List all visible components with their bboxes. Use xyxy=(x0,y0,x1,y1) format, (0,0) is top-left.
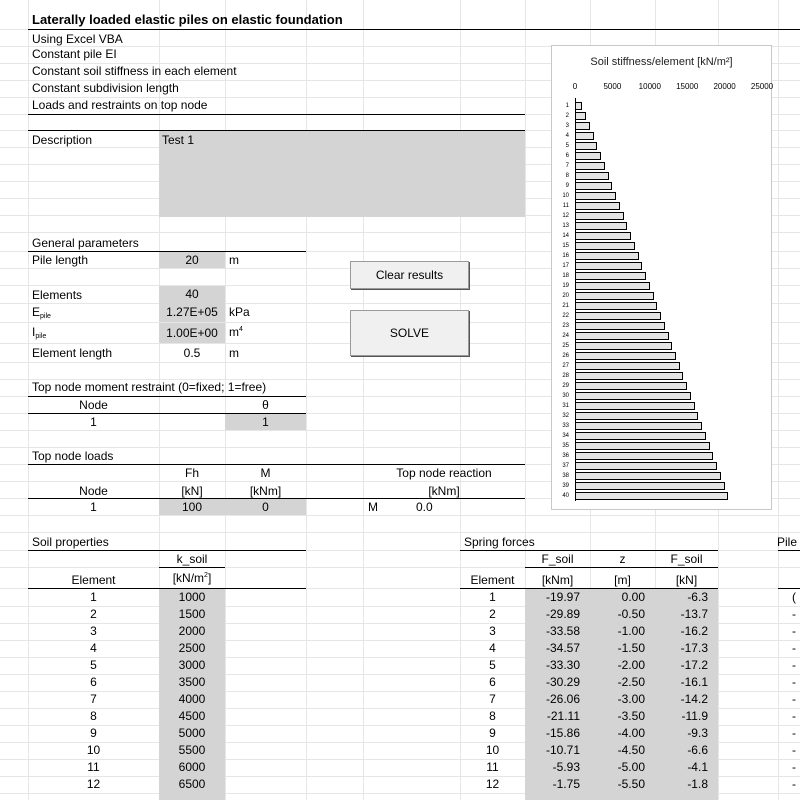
spring-row-fsoil-knm: -15.86 xyxy=(545,726,580,740)
spring-row-element: 9 xyxy=(489,726,496,740)
note-4: Constant subdivision length xyxy=(32,81,179,95)
chart-y-label: 24 xyxy=(562,333,569,339)
soil-row-element: 2 xyxy=(90,607,97,621)
soil-row-k[interactable]: 2500 xyxy=(178,641,206,655)
ipile-input[interactable]: 1.00E+00 xyxy=(159,323,225,343)
chart-y-label: 16 xyxy=(562,253,569,259)
chart-bar xyxy=(575,342,672,350)
chart-bar xyxy=(575,302,657,310)
spring-row-fsoil-kn: -16.2 xyxy=(680,624,708,638)
chart-y-label: 23 xyxy=(562,323,569,329)
chart-y-label: 7 xyxy=(565,163,569,169)
spring-col3-header: F_soil xyxy=(670,552,703,566)
spring-row-fsoil-kn: -13.7 xyxy=(680,607,708,621)
soil-row-k[interactable]: 2000 xyxy=(178,624,206,638)
chart-y-label: 29 xyxy=(562,383,569,389)
chart-title: Soil stiffness/element [kN/m²] xyxy=(590,56,733,68)
soil-row-element: 7 xyxy=(90,692,97,706)
description-label: Description xyxy=(32,133,93,147)
chart-bar xyxy=(575,482,725,490)
chart-y-label: 40 xyxy=(562,493,569,499)
chart-y-label: 3 xyxy=(565,123,569,129)
chart-bar xyxy=(575,132,594,140)
ipile-unit: $m^4$ xyxy=(229,325,243,339)
restraint-node-header: Node xyxy=(79,398,108,412)
chart-x-tick: 20000 xyxy=(713,82,736,91)
chart-y-label: 11 xyxy=(562,203,569,209)
chart-bar xyxy=(575,432,706,440)
spring-row-element: 4 xyxy=(489,641,496,655)
spring-row-z: -5.50 xyxy=(617,777,645,791)
pile-cell-cut: - xyxy=(792,709,796,723)
soil-row-element: 9 xyxy=(90,726,97,740)
description-value: Test 1 xyxy=(162,133,195,147)
chart-bar xyxy=(575,152,601,160)
general-heading: General parameters xyxy=(32,236,139,250)
spring-col3-unit: [kN] xyxy=(675,573,698,587)
soil-row-element: 4 xyxy=(90,641,97,655)
chart-bar xyxy=(575,242,635,250)
loads-node: 1 xyxy=(90,500,97,514)
chart-y-label: 25 xyxy=(562,343,569,349)
spring-col2-unit: [m] xyxy=(614,573,631,587)
chart-bar xyxy=(575,222,627,230)
soil-heading: Soil properties xyxy=(32,535,109,549)
chart-bar xyxy=(575,462,717,470)
chart-y-label: 18 xyxy=(562,273,569,279)
note-3: Constant soil stiffness in each element xyxy=(32,64,237,78)
pile-cell-cut: - xyxy=(792,692,796,706)
soil-row-k[interactable]: 4000 xyxy=(178,692,206,706)
spring-row-z: -3.50 xyxy=(617,709,645,723)
soil-row-k[interactable]: 3000 xyxy=(178,658,206,672)
solve-button[interactable]: SOLVE xyxy=(350,310,469,356)
chart-bar xyxy=(575,162,605,170)
spring-row-fsoil-knm: -33.30 xyxy=(545,658,580,672)
elements-input[interactable]: 40 xyxy=(159,286,225,303)
spring-row-element: 7 xyxy=(489,692,496,706)
elements-label: Elements xyxy=(32,288,83,302)
soil-row-k[interactable]: 3500 xyxy=(178,675,206,689)
spring-row-element: 10 xyxy=(485,743,500,757)
chart-bar xyxy=(575,472,721,480)
chart-bar xyxy=(575,212,624,220)
soil-row-k[interactable]: 5500 xyxy=(178,743,206,757)
chart-x-tick: 25000 xyxy=(750,82,774,91)
epile-unit: kPa xyxy=(229,305,250,319)
chart-bar xyxy=(575,492,728,500)
chart-bar xyxy=(575,392,691,400)
spring-row-fsoil-knm: -26.06 xyxy=(545,692,580,706)
soil-stiffness-chart[interactable] xyxy=(551,45,772,510)
spring-row-fsoil-kn: -16.1 xyxy=(680,675,708,689)
chart-y-label: 20 xyxy=(562,293,569,299)
spring-row-fsoil-kn: -1.8 xyxy=(687,777,708,791)
reaction-heading: Top node reaction xyxy=(396,466,492,480)
chart-bar xyxy=(575,352,676,360)
note-1: Using Excel VBA xyxy=(32,32,123,46)
chart-y-label: 32 xyxy=(562,413,569,419)
pile-length-input[interactable]: 20 xyxy=(159,252,225,268)
clear-results-button[interactable]: Clear results xyxy=(350,261,469,289)
spring-row-fsoil-kn: -9.3 xyxy=(687,726,708,740)
spring-row-fsoil-knm: -21.11 xyxy=(546,709,580,723)
spring-row-z: -1.00 xyxy=(617,624,645,638)
pile-cell-cut: - xyxy=(792,607,796,621)
chart-bar xyxy=(575,232,631,240)
chart-y-label: 19 xyxy=(562,283,569,289)
fh-input[interactable]: 100 xyxy=(159,499,225,515)
spring-row-fsoil-knm: -29.89 xyxy=(545,607,580,621)
chart-bar xyxy=(575,402,695,410)
chart-bar xyxy=(575,282,650,290)
epile-label: $E_{pile}$ xyxy=(32,305,51,320)
pile-cell-cut: - xyxy=(792,743,796,757)
restraint-node: 1 xyxy=(90,415,97,429)
chart-x-tick: 5000 xyxy=(603,82,622,91)
spring-row-z: -5.00 xyxy=(617,760,645,774)
chart-x-tick: 10000 xyxy=(638,82,661,91)
chart-bar xyxy=(575,192,616,200)
spring-row-element: 6 xyxy=(489,675,496,689)
fh-header: Fh xyxy=(184,466,199,480)
chart-y-label: 38 xyxy=(562,473,569,479)
chart-y-label: 26 xyxy=(562,353,569,359)
ipile-label: $I_{pile}$ xyxy=(32,325,47,340)
chart-bar xyxy=(575,372,683,380)
spring-row-element: 8 xyxy=(489,709,496,723)
spring-row-z: -2.50 xyxy=(617,675,645,689)
element-length-unit: m xyxy=(229,346,239,360)
chart-y-label: 21 xyxy=(562,303,569,309)
spring-row-fsoil-knm: -5.93 xyxy=(552,760,580,774)
chart-y-label: 4 xyxy=(565,133,569,139)
spring-row-element: 3 xyxy=(489,624,496,638)
pile-cell-cut: - xyxy=(792,624,796,638)
chart-y-label: 17 xyxy=(562,263,569,269)
pile-cell-cut: ( xyxy=(792,590,796,604)
chart-bar xyxy=(575,322,665,330)
chart-bar xyxy=(575,362,680,370)
spring-row-fsoil-knm: -30.29 xyxy=(545,675,580,689)
spring-row-fsoil-knm: -33.58 xyxy=(545,624,580,638)
chart-y-label: 39 xyxy=(562,483,569,489)
spring-row-element: 11 xyxy=(486,760,499,774)
pile-heading-cut: Pile xyxy=(777,535,798,549)
spring-row-fsoil-knm: -34.57 xyxy=(545,641,580,655)
chart-y-label: 10 xyxy=(562,193,569,199)
spring-row-fsoil-kn: -17.3 xyxy=(680,641,708,655)
spring-element-header: Element xyxy=(470,573,515,587)
spring-row-fsoil-kn: -17.2 xyxy=(680,658,708,672)
pile-cell-cut: - xyxy=(792,675,796,689)
chart-y-label: 2 xyxy=(565,113,569,119)
spring-row-fsoil-kn: -11.9 xyxy=(681,709,708,723)
chart-bar xyxy=(575,452,713,460)
pile-cell-cut: - xyxy=(792,641,796,655)
soil-row-element: 6 xyxy=(90,675,97,689)
epile-input[interactable]: 1.27E+05 xyxy=(159,303,225,322)
chart-y-label: 34 xyxy=(562,433,569,439)
chart-bar xyxy=(575,442,710,450)
soil-row-element: 3 xyxy=(90,624,97,638)
restraint-theta-input[interactable]: 1 xyxy=(225,414,306,430)
chart-bar xyxy=(575,312,661,320)
chart-y-label: 31 xyxy=(562,403,569,409)
chart-bar xyxy=(575,272,646,280)
soil-element-header: Element xyxy=(71,573,116,587)
chart-y-label: 36 xyxy=(562,453,569,459)
spring-row-element: 12 xyxy=(485,777,500,791)
pile-cell-cut: - xyxy=(792,760,796,774)
soil-row-k[interactable]: 5000 xyxy=(178,726,206,740)
spring-row-fsoil-kn: -14.2 xyxy=(680,692,708,706)
chart-y-label: 37 xyxy=(562,463,569,469)
chart-bar xyxy=(575,122,590,130)
loads-heading: Top node loads xyxy=(32,449,114,463)
soil-row-element: 8 xyxy=(90,709,97,723)
chart-y-label: 30 xyxy=(562,393,569,399)
chart-y-label: 1 xyxy=(565,103,569,109)
chart-bar xyxy=(575,112,586,120)
spring-row-fsoil-knm: -19.97 xyxy=(545,590,580,604)
soil-row-k[interactable]: 6500 xyxy=(178,777,206,791)
pile-length-unit: m xyxy=(229,253,239,267)
chart-y-label: 13 xyxy=(562,223,569,229)
spring-row-z: 0.00 xyxy=(621,590,645,604)
element-length-value: 0.5 xyxy=(183,346,201,360)
chart-y-label: 33 xyxy=(562,423,569,429)
chart-x-tick: 0 xyxy=(572,82,578,91)
spring-row-z: -4.50 xyxy=(617,743,645,757)
chart-bar xyxy=(575,102,582,110)
chart-bar xyxy=(575,202,620,210)
k-soil-header: k_soil xyxy=(176,552,208,566)
chart-bar xyxy=(575,332,669,340)
chart-y-label: 22 xyxy=(562,313,569,319)
spring-row-fsoil-kn: -6.6 xyxy=(687,743,708,757)
spring-row-z: -2.00 xyxy=(617,658,645,672)
restraint-heading: Top node moment restraint (0=fixed; 1=free) xyxy=(32,380,267,394)
spring-row-z: -1.50 xyxy=(617,641,645,655)
soil-row-element: 5 xyxy=(90,658,97,672)
pile-cell-cut: - xyxy=(792,777,796,791)
chart-y-label: 28 xyxy=(562,373,569,379)
note-5: Loads and restraints on top node xyxy=(32,98,208,112)
spring-row-z: -0.50 xyxy=(617,607,645,621)
spring-col2-header: z xyxy=(619,552,626,566)
spring-row-fsoil-kn: -6.3 xyxy=(687,590,708,604)
spring-row-fsoil-knm: -10.71 xyxy=(545,743,580,757)
spring-heading: Spring forces xyxy=(464,535,535,549)
spring-row-element: 2 xyxy=(489,607,496,621)
chart-x-tick: 15000 xyxy=(676,82,699,91)
spring-row-z: -3.00 xyxy=(617,692,645,706)
pile-cell-cut: - xyxy=(792,726,796,740)
note-2: Constant pile EI xyxy=(32,47,117,61)
spring-row-element: 5 xyxy=(489,658,496,672)
soil-row-k[interactable]: 1000 xyxy=(178,590,206,604)
chart-bar xyxy=(575,292,654,300)
chart-y-label: 14 xyxy=(562,233,569,239)
reaction-label: M xyxy=(368,500,378,514)
pile-length-label: Pile length xyxy=(32,253,89,267)
restraint-theta-header: θ xyxy=(262,398,269,412)
spring-row-fsoil-knm: -1.75 xyxy=(552,777,580,791)
chart-y-label: 15 xyxy=(562,243,569,249)
spring-col1-header: F_soil xyxy=(541,552,574,566)
chart-bar xyxy=(575,172,609,180)
m-unit: [kNm] xyxy=(249,484,282,498)
soil-row-k[interactable]: 6000 xyxy=(178,760,206,774)
reaction-unit: [kNm] xyxy=(428,484,460,498)
chart-y-label: 35 xyxy=(562,443,569,449)
chart-y-label: 5 xyxy=(565,143,569,149)
chart-bar xyxy=(575,382,687,390)
chart-y-label: 8 xyxy=(565,173,569,179)
pile-cell-cut: - xyxy=(792,658,796,672)
reaction-value: 0.0 xyxy=(416,500,433,514)
chart-bar xyxy=(575,142,597,150)
soil-row-element: 11 xyxy=(87,760,100,774)
chart-bar xyxy=(575,262,642,270)
loads-node-header: Node xyxy=(79,484,108,498)
soil-row-element: 1 xyxy=(90,590,97,604)
m-input[interactable]: 0 xyxy=(225,499,306,515)
soil-row-element: 12 xyxy=(86,777,101,791)
spring-col1-unit: [kNm] xyxy=(541,573,574,587)
sheet-title: Laterally loaded elastic piles on elastic foundation xyxy=(32,12,343,27)
k-soil-unit: $[kN/m^2]$ xyxy=(172,571,212,585)
fh-unit: [kN] xyxy=(181,484,203,498)
m-header: M xyxy=(260,466,271,480)
chart-y-label: 9 xyxy=(565,183,569,189)
description-input[interactable] xyxy=(159,131,525,217)
chart-bar xyxy=(575,182,612,190)
soil-row-k[interactable]: 1500 xyxy=(178,607,206,621)
chart-bar xyxy=(575,252,639,260)
chart-y-label: 12 xyxy=(562,213,569,219)
spring-row-fsoil-kn: -4.1 xyxy=(687,760,708,774)
chart-y-label: 27 xyxy=(562,363,569,369)
soil-row-element: 10 xyxy=(86,743,101,757)
chart-bar xyxy=(575,412,698,420)
chart-bar xyxy=(575,422,702,430)
soil-row-k[interactable]: 4500 xyxy=(178,709,206,723)
spring-row-z: -4.00 xyxy=(617,726,645,740)
element-length-label: Element length xyxy=(32,346,113,360)
spring-row-element: 1 xyxy=(489,590,496,604)
chart-y-label: 6 xyxy=(565,153,569,159)
